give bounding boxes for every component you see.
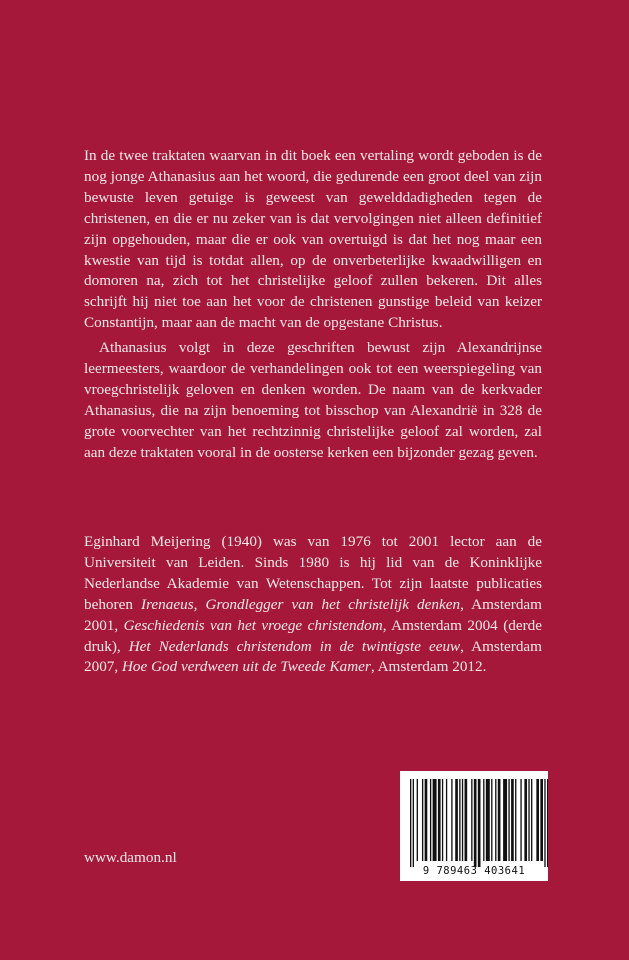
blurb-paragraph-1: In de twee traktaten waarvan in dit boek een vertaling wordt geboden is de nog jonge Athanasius aan het woord, die gedurende een groot deel van zijn bewuste leven getuige is geweest van gewelddadigheden tegen de christenen, en die er nu zeker van is dat vervolgingen niet alleen definitief zijn opgehouden, maar die er ook van overtuigd is dat het nog maar een kwestie van tijd is totdat allen, op de onverbeterlijke kwaadwilligen en domoren na, zich tot het christelijke geloof zullen bekeren. Dit alles schrijft hij niet toe aan het voor de christenen gunstige beleid van keizer Constantijn, maar aan de macht van de opgestane Christus.	[84, 147, 542, 332]
barcode-bar	[491, 779, 492, 861]
barcode-bar	[442, 779, 443, 861]
barcode-bar	[413, 779, 414, 867]
author-bio-intro: Eginhard Meijering (1940) was van 1976 tot 2001 lector aan de Universiteit van Leiden. Sinds 1980 is hij lid van de Koninklijke Nederlandse Akademie van Wetenschappen. Tot zijn laatste publicaties behoren	[84, 533, 542, 613]
barcode-bar	[462, 779, 463, 861]
barcode-bar	[433, 779, 437, 861]
barcode-bar	[498, 779, 501, 861]
book-title-nederlands-christendom: Het Nederlands christendom in de twintigste eeuw	[128, 637, 461, 655]
isbn-barcode	[400, 771, 548, 881]
barcode-bar	[531, 779, 532, 861]
book-info-nederlands-christendom: , Amsterdam 2007,	[84, 637, 542, 676]
barcode-bar	[495, 779, 496, 861]
barcode-bar	[503, 779, 507, 861]
book-title-hoe-god-verdween: Hoe God verdween uit de Tweede Kamer	[121, 658, 371, 676]
barcode-bar	[465, 779, 468, 861]
barcode-bar	[455, 779, 458, 861]
barcode-bar	[471, 779, 472, 861]
book-title-irenaeus: Irenaeus, Grondlegger van het christelijk denken	[141, 595, 461, 613]
barcode-bar	[451, 779, 452, 861]
barcode-bar	[544, 779, 545, 867]
barcode-bar	[446, 779, 447, 861]
isbn-number: 9 789463 403641	[422, 865, 526, 877]
barcode-bar	[417, 779, 418, 861]
barcode-bar	[425, 779, 428, 861]
book-title-geschiedenis: Geschiedenis van het vroege christendom	[123, 616, 383, 634]
barcode-bar	[486, 779, 490, 861]
barcode-bar	[524, 779, 527, 861]
book-info-hoe-god-verdween: , Amsterdam 2012.	[370, 658, 487, 676]
barcode-bar	[474, 779, 477, 867]
barcode-bar	[540, 779, 543, 861]
barcode-bar	[410, 779, 411, 867]
barcode-bar	[528, 779, 529, 861]
blurb-paragraph-2: Athanasius volgt in deze geschriften bewust zijn Alexandrijnse leermeesters, waardoor de verhandelingen ook tot een weerspiegeling van vroegchristelijk geloven en denken worden. De naam van de kerkvader Athanasius, die na zijn benoeming tot bisschop van Alexandrië in 328 de grote voorvechter van het rechtzinnig christelijke geloof zal worden, zal aan deze traktaten vooral in de oosterse kerken een bijzonder gezag geven.	[84, 339, 542, 461]
barcode-bar	[511, 779, 514, 861]
barcode-bar	[459, 779, 460, 861]
barcode-bar	[483, 779, 484, 861]
author-bio	[84, 532, 542, 678]
barcode-bar	[547, 779, 548, 867]
barcode-bar	[515, 779, 516, 861]
publisher-website: www.damon.nl	[84, 849, 177, 866]
author-bio-paragraph	[84, 532, 542, 678]
book-info-geschiedenis: , Amsterdam 2004 (derde druk),	[84, 616, 543, 655]
barcode-bar	[438, 779, 441, 861]
barcode-bar	[508, 779, 509, 861]
back-cover-blurb	[84, 146, 542, 464]
barcode-bar	[422, 779, 423, 861]
barcode-bar	[536, 779, 539, 861]
barcode-bar	[478, 779, 481, 867]
book-info-irenaeus: , Amsterdam 2001,	[84, 595, 542, 634]
barcode-bar	[520, 779, 521, 861]
barcode-bar	[430, 779, 431, 861]
